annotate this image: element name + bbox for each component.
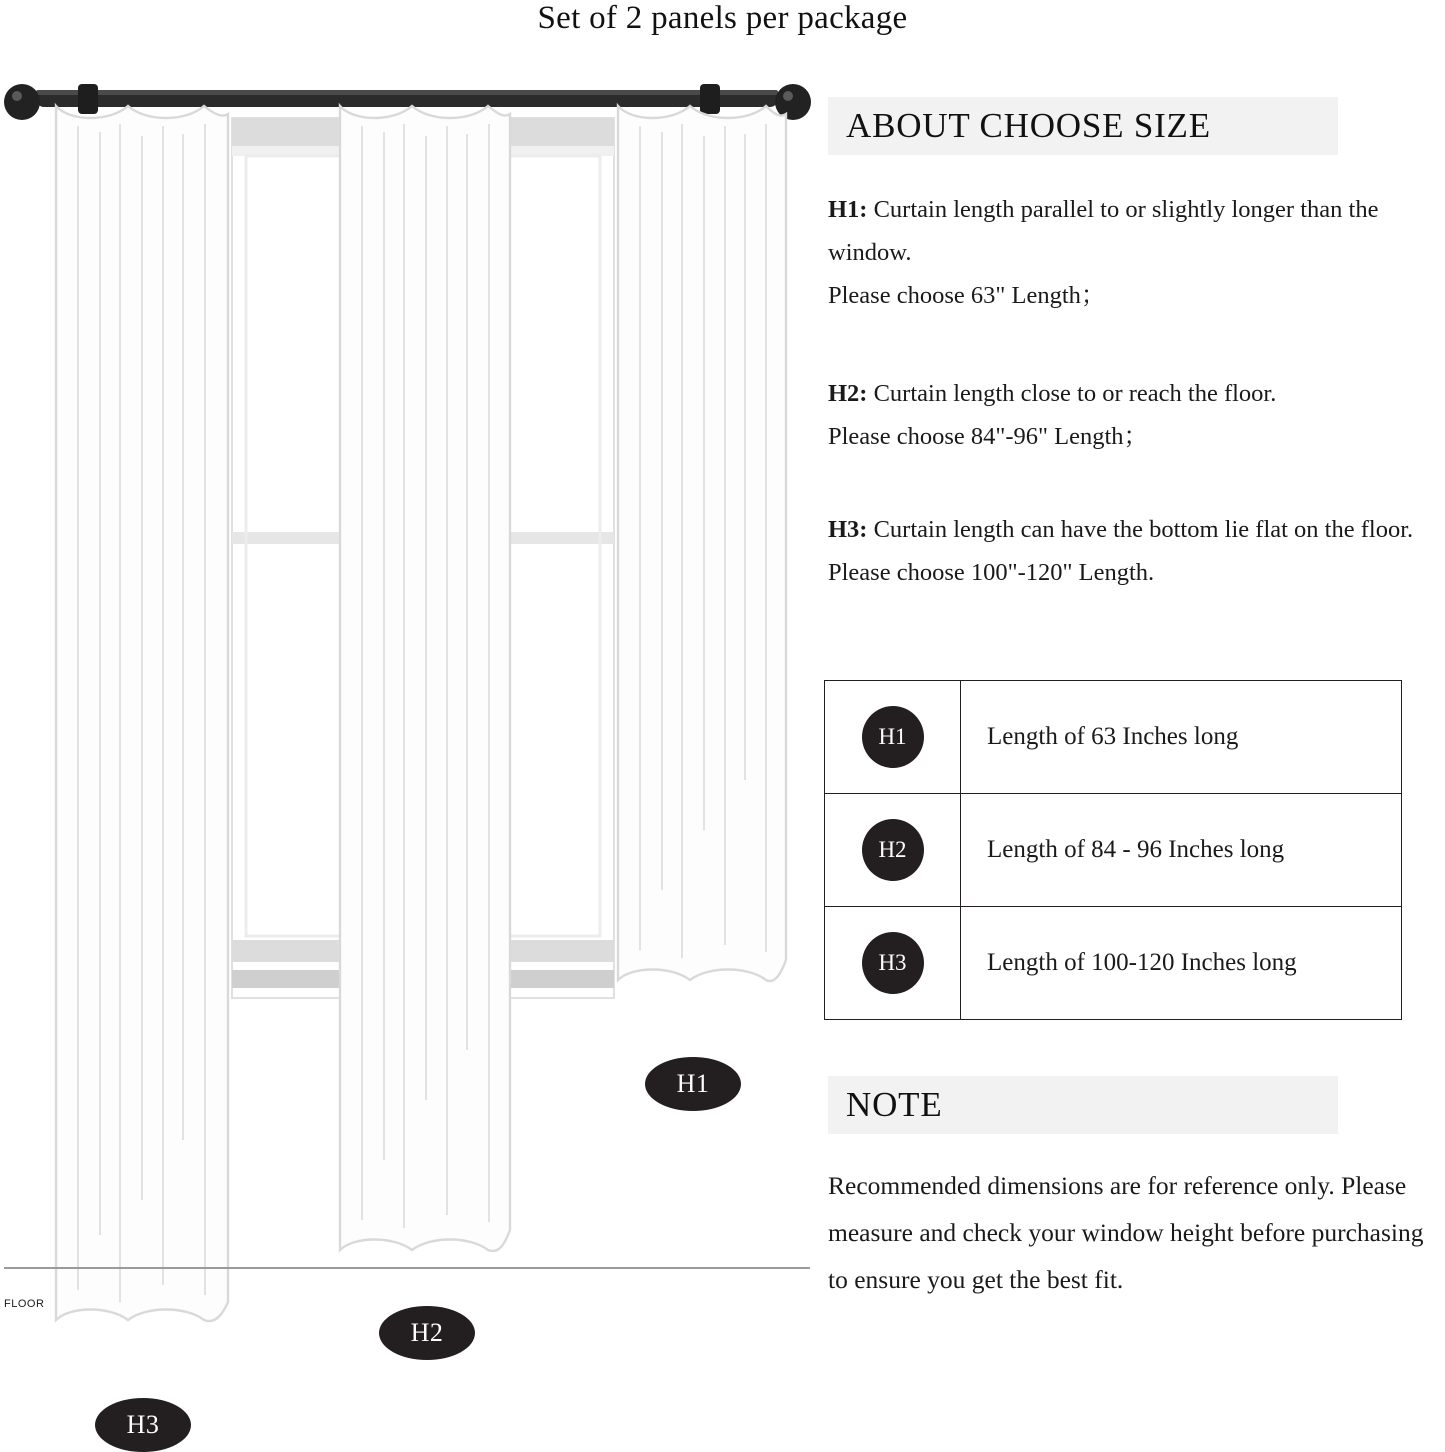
note-text: Recommended dimensions are for reference only. Please measure and check your window height before purchasing to ensure you get the best fit.	[828, 1171, 1424, 1294]
about-item-h1-key: H1:	[828, 196, 868, 223]
about-item-h3-text: Curtain length can have the bottom lie flat on the floor.	[867, 516, 1414, 543]
about-item-h3	[828, 508, 1445, 594]
curtain-panel-h2	[340, 106, 510, 1251]
note-heading: NOTE	[828, 1076, 1338, 1134]
table-row	[825, 907, 1402, 1020]
floor-label: FLOOR	[4, 1298, 45, 1310]
about-item-h2-recommend: Please choose 84"-96" Length；	[828, 423, 1149, 450]
curtain-panel-h1	[618, 106, 786, 981]
about-choose-size-heading: ABOUT CHOOSE SIZE	[828, 97, 1338, 155]
table-row	[825, 794, 1402, 907]
table-badge-cell	[825, 907, 961, 1020]
curtain-panel-h3	[56, 106, 228, 1321]
about-item-h2	[828, 372, 1445, 458]
curtain-illustration	[0, 40, 820, 1439]
badge-h2-table: H2	[862, 819, 924, 881]
table-description-cell: Length of 84 - 96 Inches long	[961, 794, 1402, 907]
badge-h3-table: H3	[862, 932, 924, 994]
size-table	[824, 680, 1402, 1020]
table-badge-cell	[825, 794, 961, 907]
badge-h3: H3	[95, 1398, 191, 1452]
about-item-h2-key: H2:	[828, 380, 868, 407]
about-item-h3-recommend: Please choose 100"-120" Length.	[828, 559, 1155, 586]
about-item-h2-text: Curtain length close to or reach the floor.	[867, 380, 1277, 407]
badge-h1: H1	[645, 1057, 741, 1111]
about-item-h1	[828, 188, 1445, 317]
page-title: Set of 2 panels per package	[537, 0, 908, 36]
badge-h2: H2	[379, 1306, 475, 1360]
badge-h1-table: H1	[862, 706, 924, 768]
table-row	[825, 681, 1402, 794]
about-item-h1-recommend: Please choose 63" Length；	[828, 282, 1106, 309]
table-badge-cell	[825, 681, 961, 794]
info-column	[822, 0, 1445, 1425]
about-item-h3-key: H3:	[828, 516, 868, 543]
table-description-cell: Length of 63 Inches long	[961, 681, 1402, 794]
table-description-cell: Length of 100-120 Inches long	[961, 907, 1402, 1020]
about-item-h1-text: Curtain length parallel to or slightly longer than the window.	[828, 196, 1379, 266]
